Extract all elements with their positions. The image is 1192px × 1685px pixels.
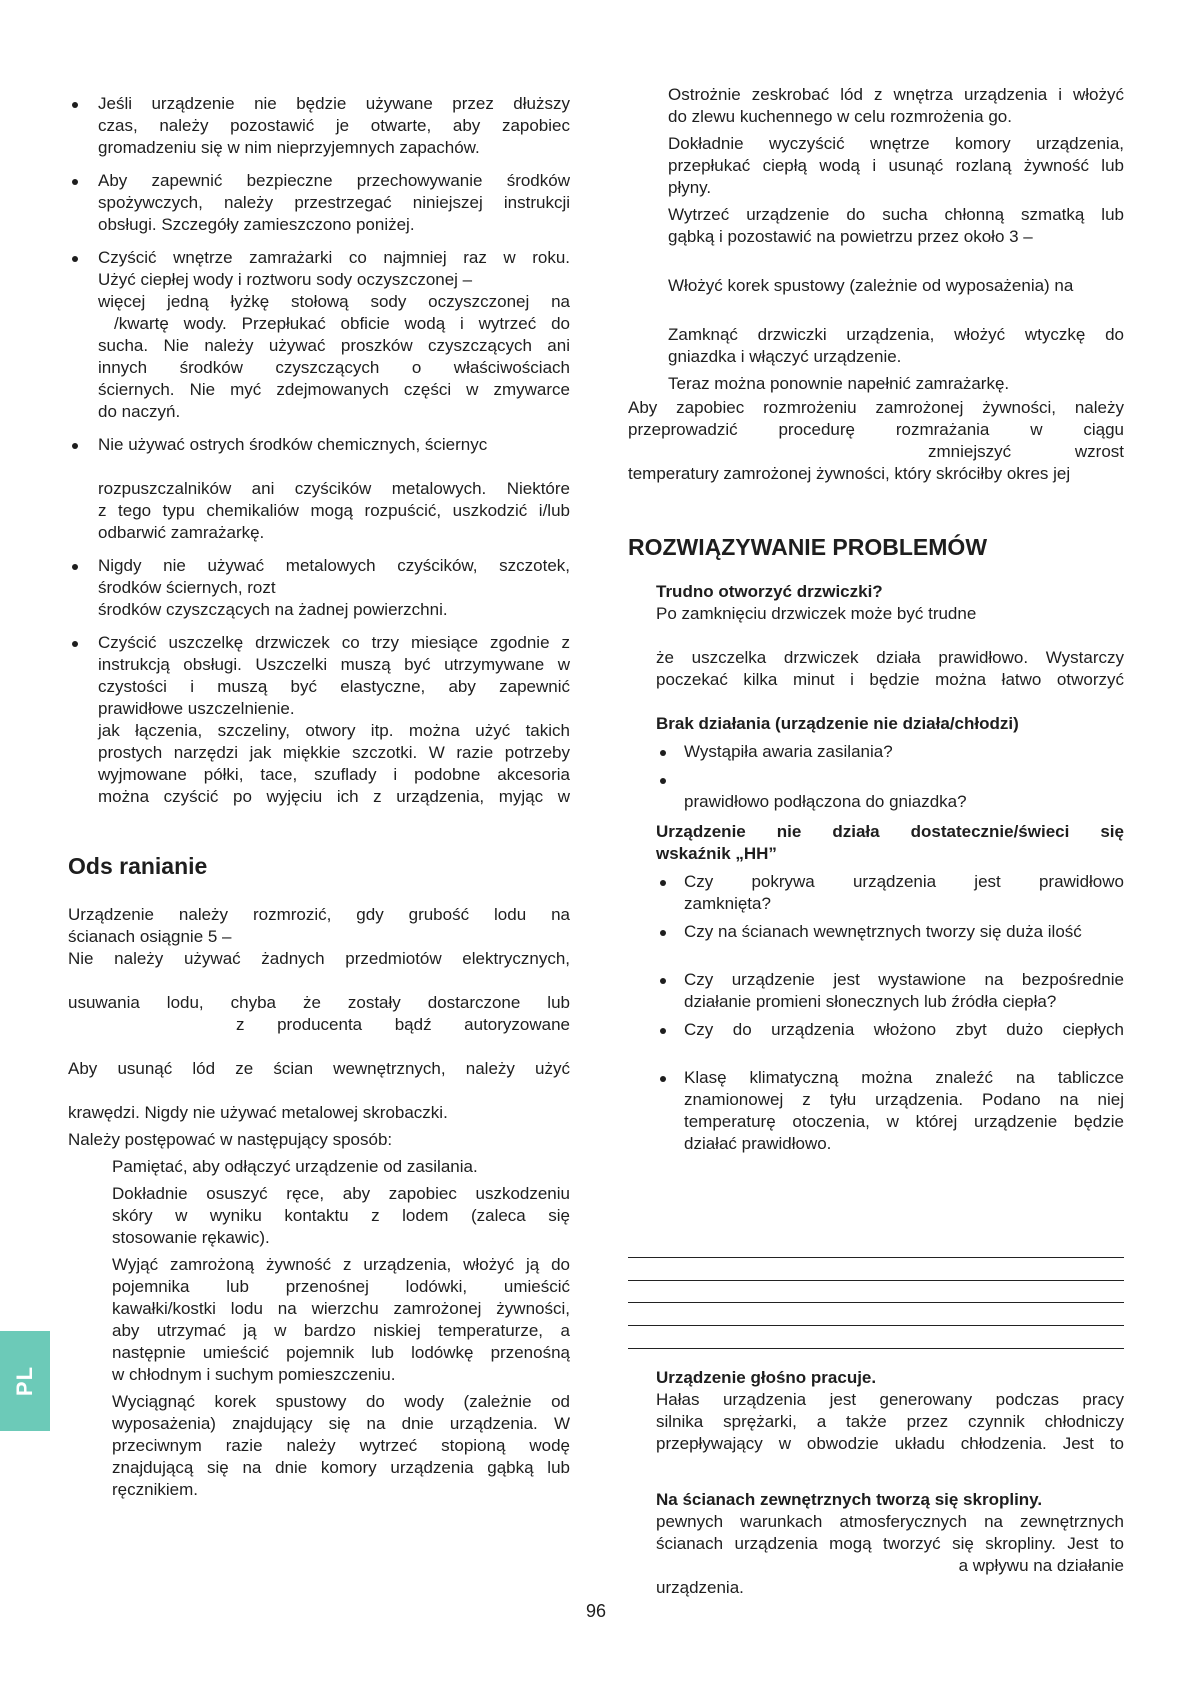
text-line: Czy pokrywa urządzenia jest prawidłowo: [684, 872, 1124, 891]
text-line: Pamiętać, aby odłączyć urządzenie od zasilania.: [112, 1157, 478, 1176]
defrost-paragraph: [68, 904, 570, 1036]
divider-line: [628, 1348, 1124, 1349]
text-line: Urządzenie należy rozmrozić, gdy grubość lodu na: [68, 905, 570, 924]
defrost-note: [628, 397, 1124, 485]
text-line: gąbką i pozostawić na powietrzu przez około 3 –: [668, 227, 1033, 246]
text-line: zamknięta?: [684, 894, 771, 913]
text-line: Nie należy używać żadnych przedmiotów elektrycznych,: [68, 949, 570, 968]
text-line: następnie umieścić pojemnik lub lodówkę przenośną: [112, 1343, 570, 1362]
text-line: można czyścić po wyjęciu ich z urządzenia, myjąc w: [98, 787, 570, 806]
text-line: Klasę klimatyczną można znaleźć na tabliczce: [684, 1068, 1124, 1087]
text-line: czas, należy pozostawić je otwarte, aby zapobiec: [98, 116, 570, 135]
left-column: [68, 93, 570, 1501]
text-line: Jeśli urządzenie nie będzie używane przez dłuższy: [98, 94, 570, 113]
trouble-condensation: [656, 1489, 1124, 1599]
text-line: Dokładnie osuszyć ręce, aby zapobiec uszkodzeniu: [112, 1184, 570, 1203]
trouble-title: Brak działania (urządzenie nie działa/chłodzi): [656, 714, 1019, 733]
blank-line: [68, 1080, 570, 1102]
text-line: Użyć ciepłej wody i roztworu sody oczyszczonej –: [98, 270, 473, 289]
text-line: do naczyń.: [98, 402, 181, 421]
step: [628, 84, 1124, 128]
text-line: więcej jedną łyżkę stołową sody oczyszczonej na: [98, 292, 570, 311]
text-line: urządzenia.: [656, 1578, 744, 1597]
text-line: Nigdy nie używać metalowych czyścików, szczotek,: [98, 556, 570, 575]
text-line: Aby zapobiec rozmrożeniu zamrożonej żywności, należy: [628, 398, 1124, 417]
text-line: Zamknąć drzwiczki urządzenia, włożyć wtyczkę do: [668, 325, 1124, 344]
text-line: Urządzenie nie działa dostatecznie/świeci się: [656, 822, 1124, 841]
list-item: [656, 921, 1124, 965]
step: [628, 275, 1124, 319]
text-line: Teraz można ponownie napełnić zamrażarkę.: [668, 374, 1010, 393]
text-line: do zlewu kuchennego w celu rozmrożenia go.: [668, 107, 1012, 126]
trouble-title: Urządzenie głośno pracuje.: [656, 1368, 877, 1387]
text-line: prostych narzędzi jak miękkie szczotki. W razie potrzeby: [98, 743, 570, 762]
divider-line: [628, 1280, 1124, 1281]
text-line: temperatury zamrożonej żywności, który skróciłby okres jej: [628, 464, 1071, 483]
step: [628, 373, 1124, 395]
step: [68, 1254, 570, 1386]
defrost-scraper-paragraph: [68, 1058, 570, 1124]
text-line: Ostrożnie zeskrobać lód z wnętrza urządzenia i włożyć: [668, 85, 1124, 104]
text-line: odbarwić zamrażarkę.: [98, 523, 265, 542]
text-line: przepływający w obwodzie układu chłodzenia. Jest to: [656, 1434, 1124, 1453]
text-line: Włożyć korek spustowy (zależnie od wyposażenia) na: [668, 276, 1074, 295]
step: [68, 1391, 570, 1501]
text-line: w chłodnym i suchym pomieszczeniu.: [112, 1365, 396, 1384]
text-line: spożywczych, należy przestrzegać niniejszej instrukcji: [98, 193, 570, 212]
text-line: Wyciągnąć korek spustowy do wody (zależnie od: [112, 1392, 570, 1411]
text-line: sucha. Nie należy używać proszków czyszczących ani: [98, 336, 570, 355]
text-line: znamionowej z tyłu urządzenia. Podano na niej: [684, 1090, 1124, 1109]
text-line: Czyścić wnętrze zamrażarki co najmniej raz w roku.: [98, 248, 570, 267]
language-tab-label: PL: [12, 1365, 37, 1397]
text-line: skóry w wyniku kontaktu z lodem (zaleca się: [112, 1206, 570, 1225]
text-line: aby utrzymać ją w bardzo niskiej temperaturze, a: [112, 1321, 570, 1340]
step: [68, 1156, 570, 1178]
text-line: Dokładnie wyczyścić wnętrze komory urządzenia,: [668, 134, 1124, 153]
text-line: innych środków czyszczących o właściwościach: [98, 358, 570, 377]
blank-line: [98, 456, 570, 478]
text-line: środków ściernych, rozt: [98, 578, 276, 597]
text-line: pojemnika lub przenośnej lodówki, umieścić: [112, 1277, 570, 1296]
text-line: wskaźnik „HH”: [656, 844, 777, 863]
text-line: gromadzeniu się w nim nieprzyjemnych zapachów.: [98, 138, 480, 157]
list-item: [656, 769, 1124, 813]
step: [68, 1183, 570, 1249]
blank-line: [684, 943, 1124, 965]
list-item: [656, 1019, 1124, 1063]
text-line: usuwania lodu, chyba że zostały dostarczone lub: [68, 993, 570, 1012]
language-tab: [0, 1331, 50, 1431]
blank-line: [68, 970, 570, 992]
trouble-insufficient: [628, 821, 1124, 1155]
list-item: [68, 170, 570, 236]
list-item: [68, 555, 570, 621]
text-line: ścianach osiągnie 5 –: [68, 927, 232, 946]
text-line: jak łączenia, szczeliny, otwory itp. można użyć takich: [98, 721, 570, 740]
text-line: kawałki/kostki lodu na wierzchu zamrożonej żywności,: [112, 1299, 570, 1318]
text-line: Wyjąć zamrożoną żywność z urządzenia, włożyć ją do: [112, 1255, 570, 1274]
text-line: poczekać kilka minut i będzie można łatwo otworzyć: [656, 670, 1124, 689]
text-line: ścianach urządzenia mogą tworzyć się skropliny. Jest to: [656, 1534, 1124, 1553]
text-line: Czyścić uszczelkę drzwiczek co trzy miesiące zgodnie z: [98, 633, 570, 652]
text-line: że uszczelka drzwiczek działa prawidłowo. Wystarczy: [656, 648, 1124, 667]
text-line: Czy urządzenie jest wystawione na bezpośrednie: [684, 970, 1124, 989]
divider-line: [628, 1325, 1124, 1326]
text-line: Wytrzeć urządzenie do sucha chłonną szmatką lub: [668, 205, 1124, 224]
text-line: krawędzi. Nigdy nie używać metalowej skrobaczki.: [68, 1103, 448, 1122]
list-item: [68, 247, 570, 423]
text-line: działać prawidłowo.: [684, 1134, 832, 1153]
trouble-door: [628, 581, 1124, 691]
text-line: ręcznikiem.: [112, 1480, 198, 1499]
text-line: środków czyszczących na żadnej powierzchni.: [98, 600, 448, 619]
text-line: stosowanie rękawic).: [112, 1228, 270, 1247]
text-line: rozpuszczalników ani czyścików metalowych. Niektóre: [98, 479, 570, 498]
list-item: [68, 434, 570, 544]
text-line: instrukcją obsługi. Uszczelki muszą być utrzymywane w: [98, 655, 570, 674]
text-line: zmniejszyć wzrost: [928, 442, 1124, 461]
text-line: Wystąpiła awaria zasilania?: [684, 742, 893, 761]
text-line: /kwartę wody. Przepłukać obficie wodą i wytrzeć do: [114, 314, 570, 333]
step: [628, 204, 1124, 270]
text-line: płyny.: [668, 178, 712, 197]
right-column: [628, 84, 1124, 1155]
list-item: [656, 871, 1124, 915]
page-number: 96: [586, 1601, 607, 1621]
text-line: z tego typu chemikaliów mogą rozpuścić, uszkodzić i/lub: [98, 501, 570, 520]
text-line: wyposażenia) znajdujący się na dnie urządzenia. W: [112, 1414, 570, 1433]
text-line: prawidłowo podłączona do gniazdka?: [684, 792, 967, 811]
blank-line: [684, 769, 1124, 791]
text-line: Czy do urządzenia włożono zbyt dużo ciepłych: [684, 1020, 1124, 1039]
blank-line: [684, 1041, 1124, 1063]
text-line: ściernych. Nie myć zdejmowanych części w zmywarce: [98, 380, 570, 399]
text-line: temperaturę otoczenia, w której urządzenie będzie: [684, 1112, 1124, 1131]
blank-line: [668, 297, 1124, 319]
text-line: przeciwnym razie należy wytrzeć stopioną wodę: [112, 1436, 570, 1455]
text-line: prawidłowe uszczelnienie.: [98, 699, 295, 718]
text-line: Aby zapewnić bezpieczne przechowywanie środków: [98, 171, 570, 190]
text-line: pewnych warunkach atmosferycznych na zewnętrznych: [656, 1512, 1124, 1531]
text-line: Po zamknięciu drzwiczek może być trudne: [656, 604, 977, 623]
section-heading-defrosting: Ods ranianie: [68, 853, 208, 879]
list-item: [68, 93, 570, 159]
trouble-title: Trudno otworzyć drzwiczki?: [656, 582, 883, 601]
step: [628, 324, 1124, 368]
text-line: z producenta bądź autoryzowane: [236, 1015, 570, 1034]
text-line: przepłukać ciepłą wodą i usunąć rozlaną żywność lub: [668, 156, 1124, 175]
divider-line: [628, 1302, 1124, 1303]
divider-line: [628, 1257, 1124, 1258]
section-heading-troubleshooting: ROZWIĄZYWANIE PROBLEMÓW: [628, 534, 988, 560]
list-item: [656, 969, 1124, 1013]
text-line: Czy na ścianach wewnętrznych tworzy się duża ilość: [684, 922, 1082, 941]
text-line: Aby usunąć lód ze ścian wewnętrznych, należy użyć: [68, 1059, 570, 1078]
text-line: czystości i muszą być elastyczne, aby zapewnić: [98, 677, 570, 696]
text-line: silnika sprężarki, a także przez czynnik chłodniczy: [656, 1412, 1124, 1431]
blank-line: [656, 625, 1124, 647]
text-line: a wpływu na działanie: [958, 1556, 1124, 1575]
list-item: [656, 741, 1124, 763]
text-line: działanie promieni słonecznych lub źródła ciepła?: [684, 992, 1057, 1011]
step: [628, 133, 1124, 199]
text-line: gniazdka i włączyć urządzenie.: [668, 347, 902, 366]
trouble-title: [656, 821, 1124, 865]
text-line: wyjmowane półki, tace, szuflady i podobne akcesoria: [98, 765, 570, 784]
text-line: Hałas urządzenia jest generowany podczas pracy: [656, 1390, 1124, 1409]
text-line: przeprowadzić procedurę rozmrażania w ciągu: [628, 420, 1124, 439]
text-line: Nie używać ostrych środków chemicznych, ściernyc: [98, 435, 488, 454]
trouble-title: Na ścianach zewnętrznych tworzą się skropliny.: [656, 1490, 1043, 1509]
text-line: znajdującą się na dnie komory urządzenia gąbką lub: [112, 1458, 570, 1477]
list-item: [656, 1067, 1124, 1155]
trouble-noisy: [656, 1367, 1124, 1455]
blank-line: [668, 248, 1124, 270]
list-item: [68, 632, 570, 808]
text-line: obsługi. Szczegóły zamieszczono poniżej.: [98, 215, 415, 234]
procedure-intro: Należy postępować w następujący sposób:: [68, 1130, 393, 1149]
trouble-no-operation: [628, 713, 1124, 813]
